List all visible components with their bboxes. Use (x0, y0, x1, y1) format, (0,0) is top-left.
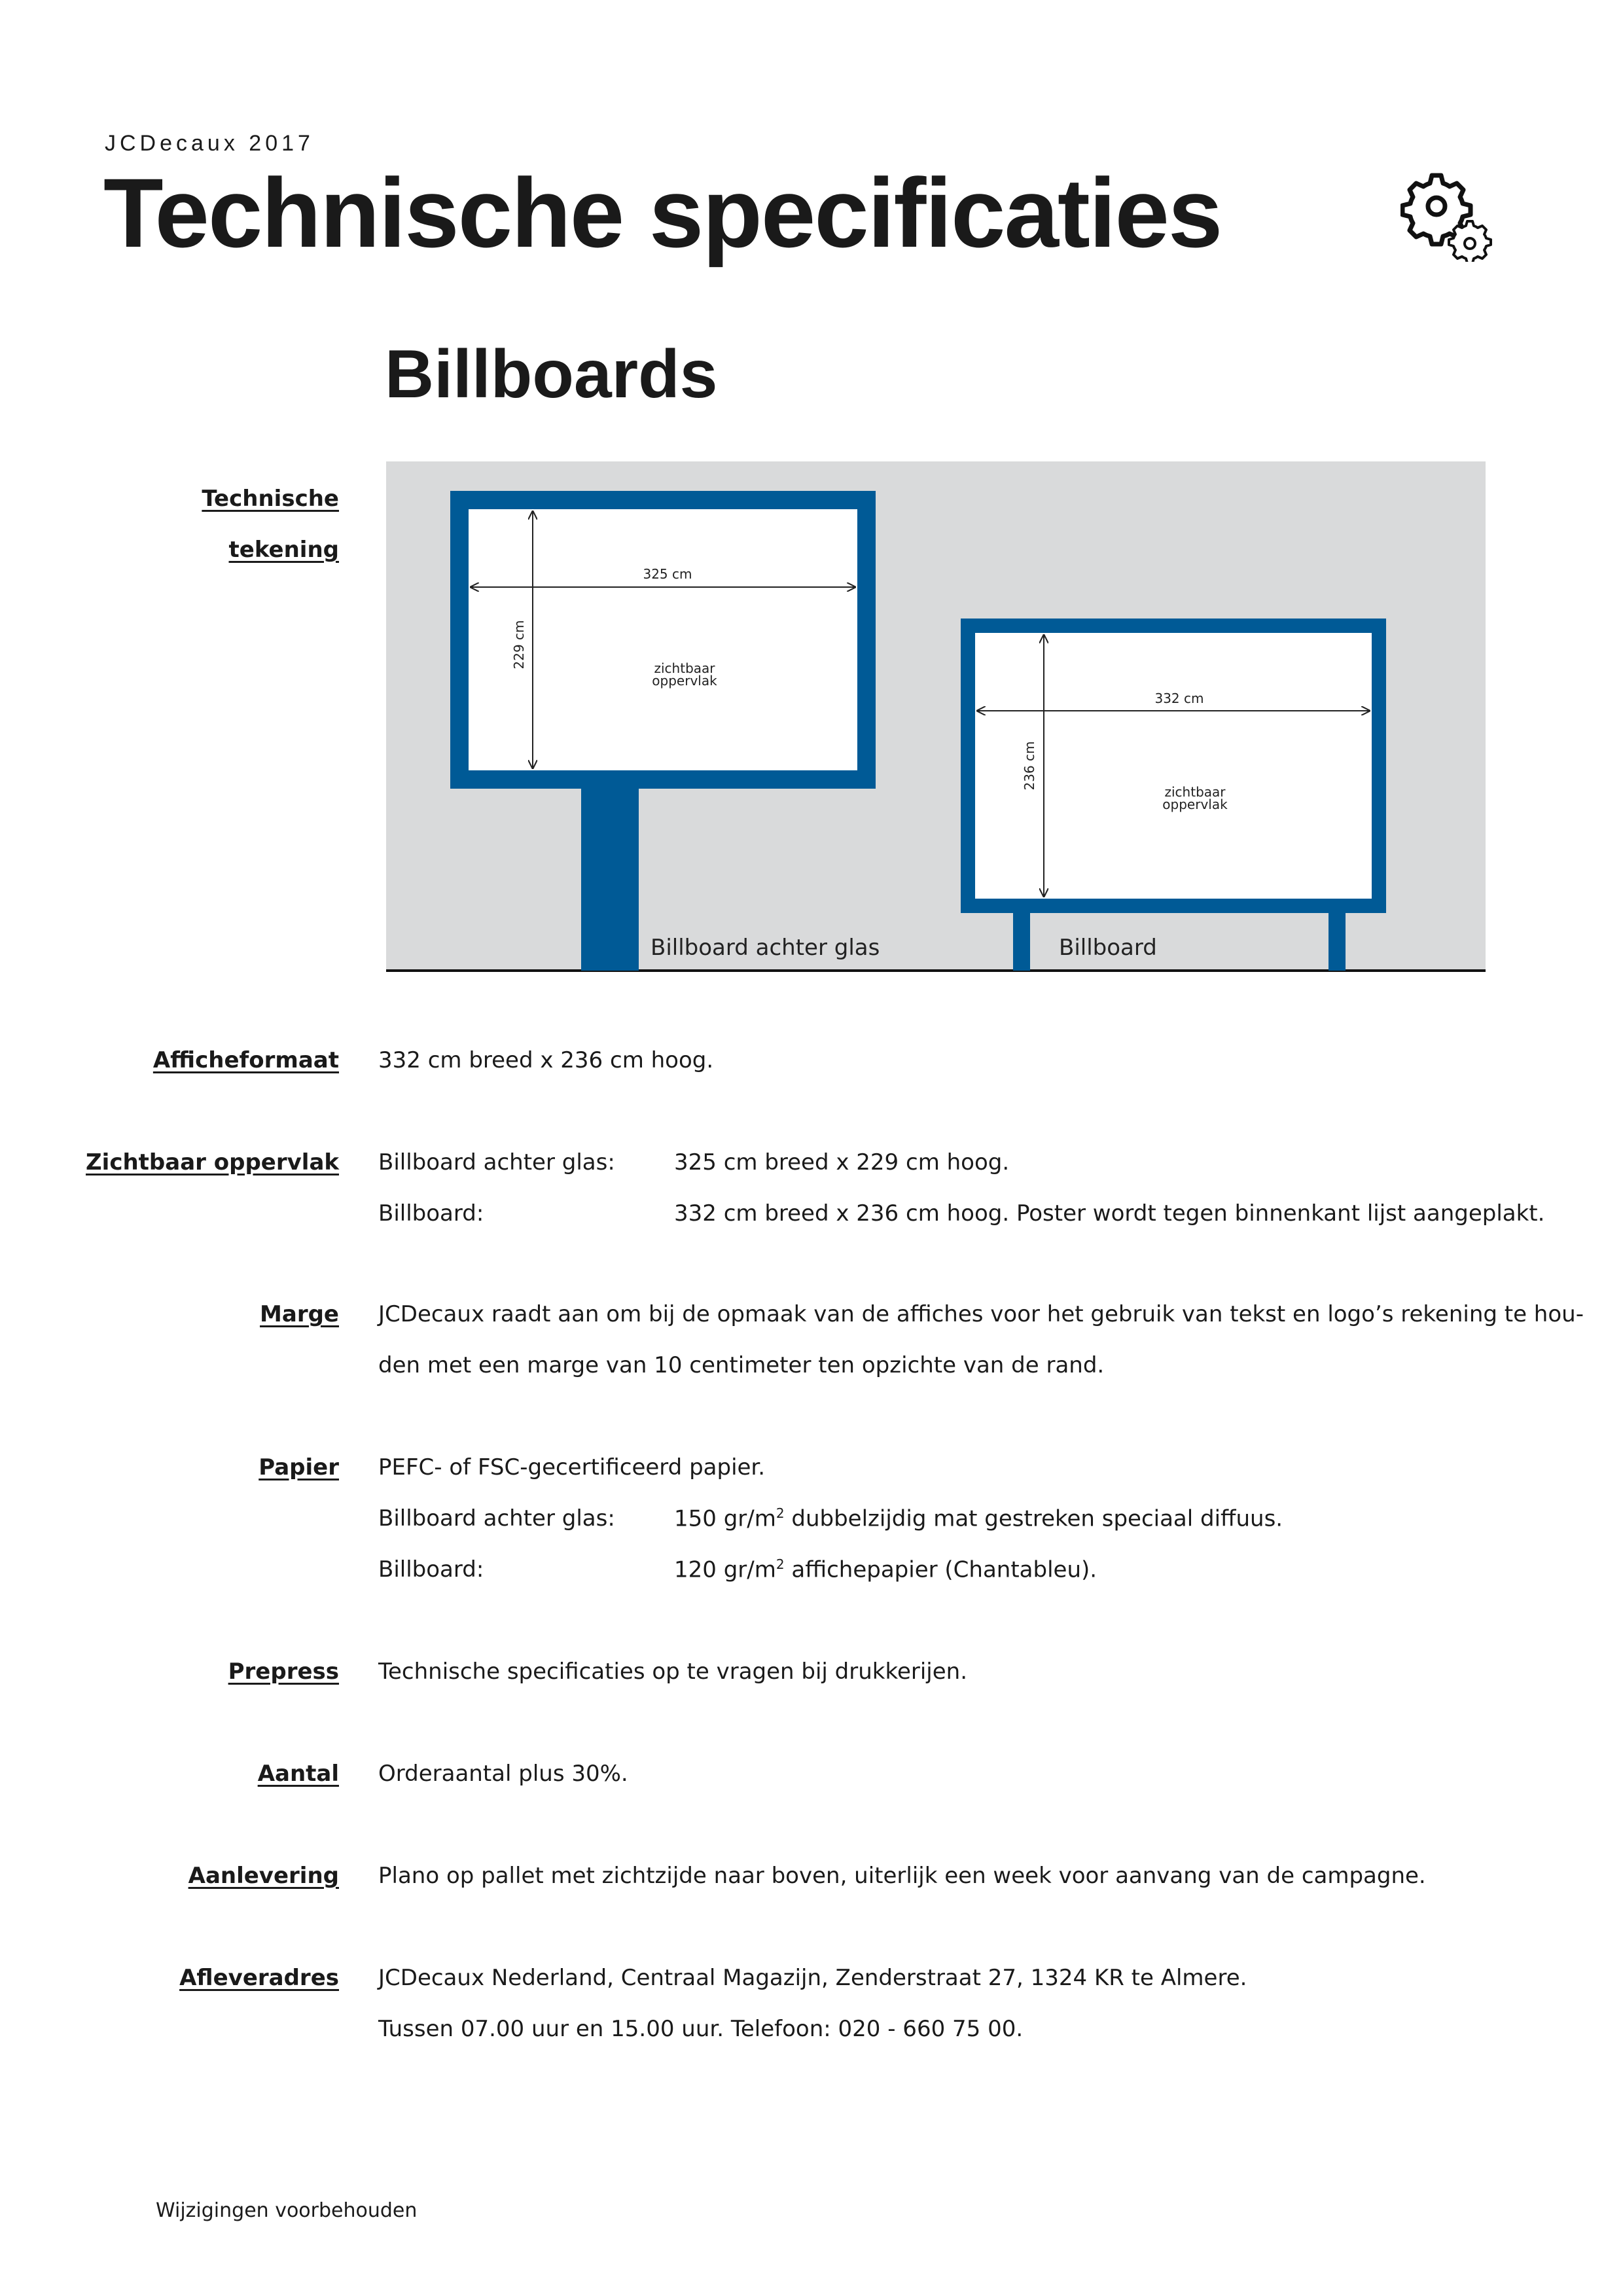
afleveradres-line-2: Tussen 07.00 uur en 15.00 uur. Telefoon: 020 - 660 75 00. (378, 2016, 1024, 2042)
label-aanlevering: Aanlevering (188, 1863, 339, 1889)
right-pole-left (1013, 910, 1030, 971)
label-prepress: Prepress (228, 1659, 339, 1685)
papier-value-billboard: 120 $gr/m^2$ affichepapier (Chantableu). (674, 1556, 1097, 1583)
label-afficheformaat: Afficheformaat (152, 1047, 339, 1073)
zichtbaar-key-billboard: Billboard: (378, 1200, 484, 1227)
left-area-label-2: oppervlak (652, 673, 717, 689)
papier-value-glas: 150 $gr/m^2$ dubbelzijdig mat gestreken speciaal diffuus. (674, 1505, 1283, 1532)
zichtbaar-value-billboard: 332 cm breed x 236 cm hoog. Poster wordt tegen binnenkant lijst aangeplakt. (674, 1200, 1545, 1227)
technical-drawing (386, 461, 1486, 972)
left-height-label: 229 cm (511, 620, 527, 670)
left-pole (581, 782, 639, 971)
page-title: Technische specificaties (103, 158, 1222, 268)
aantal-value: Orderaantal plus 30%. (378, 1761, 628, 1787)
left-caption: Billboard achter glas (651, 935, 880, 961)
zichtbaar-key-glas: Billboard achter glas: (378, 1149, 615, 1175)
label-zichtbaar-oppervlak: Zichtbaar oppervlak (86, 1149, 339, 1175)
papier-key-glas: Billboard achter glas: (378, 1505, 615, 1532)
label-technische: Technische (202, 486, 339, 512)
brand-year: JCDecaux 2017 (105, 131, 314, 156)
label-marge: Marge (260, 1301, 339, 1327)
marge-line-2: den met een marge van 10 centimeter ten opzichte van de rand. (378, 1352, 1105, 1378)
section-title: Billboards (385, 336, 718, 412)
left-width-label: 325 cm (643, 566, 692, 582)
gear-icon (1400, 170, 1492, 262)
label-papier: Papier (259, 1454, 339, 1480)
afleveradres-line-1: JCDecaux Nederland, Centraal Magazijn, Zenderstraat 27, 1324 KR te Almere. (378, 1965, 1247, 1991)
right-height-label: 236 cm (1022, 741, 1037, 791)
marge-line-1: JCDecaux raadt aan om bij de opmaak van de affiches voor het gebruik van tekst en logo’s rekening te hou- (378, 1301, 1584, 1327)
aanlevering-value: Plano op pallet met zichtzijde naar boven, uiterlijk een week voor aanvang van de campagne. (378, 1863, 1426, 1889)
right-pole-right (1329, 910, 1346, 971)
right-width-label: 332 cm (1154, 691, 1204, 706)
prepress-value: Technische specificaties op te vragen bij drukkerijen. (378, 1659, 968, 1685)
afficheformaat-value: 332 cm breed x 236 cm hoog. (378, 1047, 714, 1073)
left-visible-area (469, 509, 857, 770)
zichtbaar-value-glas: 325 cm breed x 229 cm hoog. (674, 1149, 1010, 1175)
label-aantal: Aantal (257, 1761, 339, 1787)
label-tekening: tekening (228, 537, 339, 563)
papier-key-billboard: Billboard: (378, 1556, 484, 1583)
left-area-label-1: zichtbaar (654, 660, 715, 676)
label-afleveradres: Afleveradres (179, 1965, 339, 1991)
footer-note: Wijzigingen voorbehouden (156, 2199, 418, 2222)
right-area-label-2: oppervlak (1162, 797, 1228, 812)
right-caption: Billboard (1059, 935, 1157, 961)
papier-line-1: PEFC- of FSC-gecertificeerd papier. (378, 1454, 766, 1480)
right-area-label-1: zichtbaar (1164, 784, 1226, 800)
